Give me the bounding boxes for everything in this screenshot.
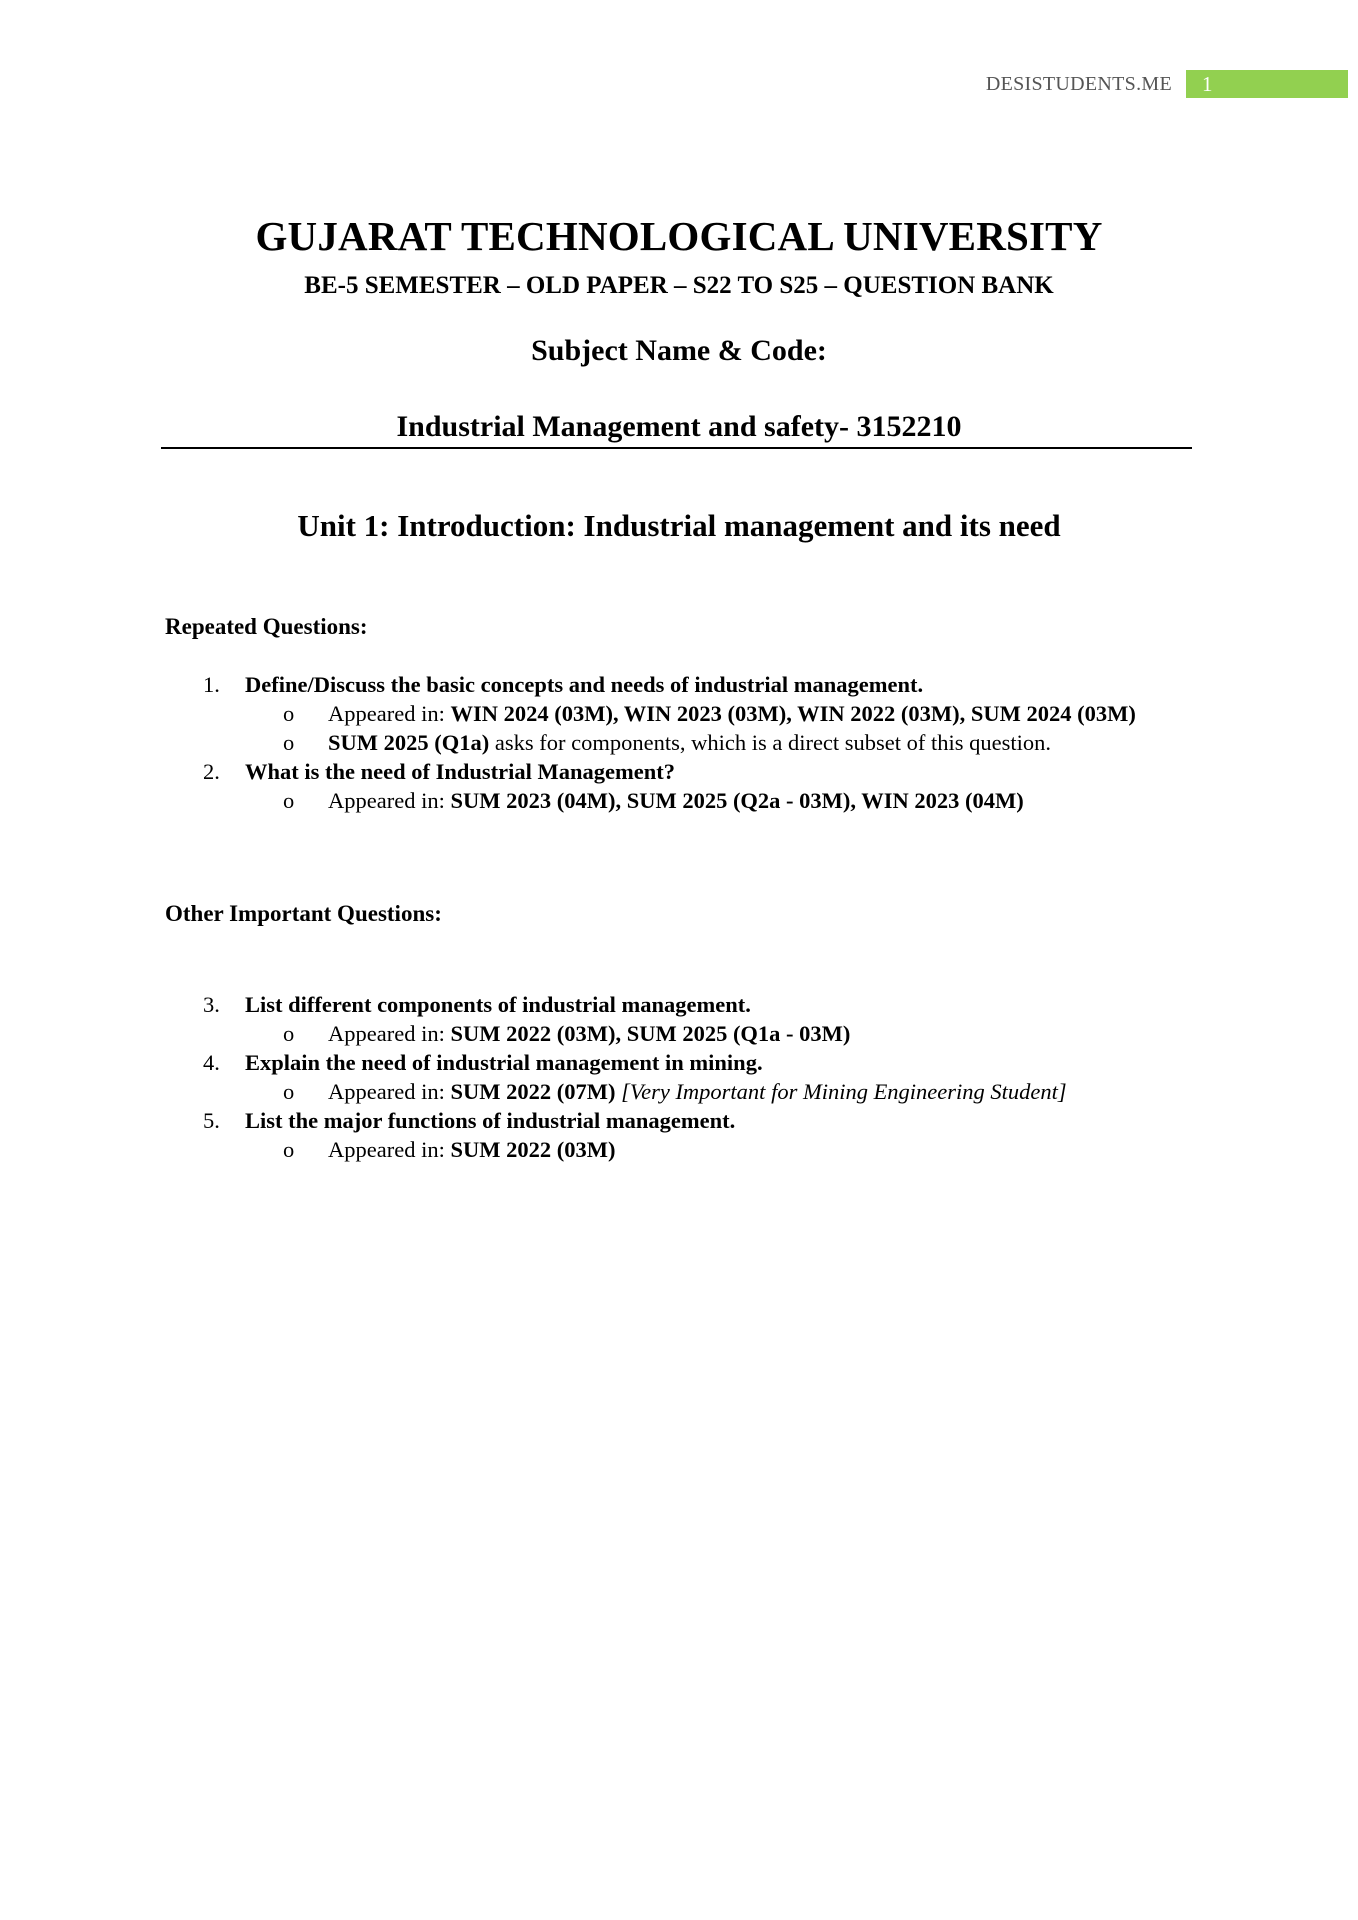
page-header [986,70,1358,98]
exam-sessions: SUM 2023 (04M), SUM 2025 (Q2a - 03M), WIN 2023 (04M) [450,788,1024,813]
question-number: 3. [203,992,220,1017]
question-item [165,1106,1205,1135]
question-number: 4. [203,1050,220,1075]
appearance-item [165,1077,1205,1106]
appearance-item [165,786,1205,815]
document-subtitle: BE-5 SEMESTER – OLD PAPER – S22 TO S25 – QUESTION BANK [304,272,1054,299]
appeared-label: Appeared in: [328,1137,445,1162]
bullet-icon: o [283,1137,295,1162]
question-text: What is the need of Industrial Management? [245,759,676,784]
section-heading-other: Other Important Questions: [165,901,442,926]
appeared-label: Appeared in: [328,1079,445,1104]
appeared-label: Appeared in: [328,788,445,813]
exam-sessions: WIN 2024 (03M), WIN 2023 (03M), WIN 2022 (03M), SUM 2024 (03M) [450,701,1136,726]
appearance-item [165,728,1205,757]
question-number: 2. [203,759,220,784]
exam-sessions: SUM 2022 (03M), SUM 2025 (Q1a - 03M) [450,1021,851,1046]
bullet-icon: o [283,701,295,726]
appearance-item [165,1135,1205,1164]
question-item [165,990,1205,1019]
question-item [165,670,1205,699]
exam-sessions: SUM 2025 (Q1a) [328,730,490,755]
question-item [165,1048,1205,1077]
document-title: GUJARAT TECHNOLOGICAL UNIVERSITY [255,213,1103,259]
appeared-label: Appeared in: [328,701,445,726]
bullet-icon: o [283,1021,295,1046]
section-heading-repeated: Repeated Questions: [165,614,368,639]
unit-title: Unit 1: Introduction: Industrial management and its need [297,508,1061,543]
exam-sessions: SUM 2022 (07M) [450,1079,616,1104]
appearance-item [165,1019,1205,1048]
subject-name: Industrial Management and safety- 3152210 [396,410,962,443]
appearance-item [165,699,1205,728]
title-rule [161,447,1192,449]
appeared-label: Appeared in: [328,1021,445,1046]
bullet-icon: o [283,1079,295,1104]
exam-sessions: SUM 2022 (03M) [450,1137,616,1162]
question-number: 5. [203,1108,220,1133]
bullet-icon: o [283,730,295,755]
question-number: 1. [203,672,220,697]
question-text: List different components of industrial management. [245,992,751,1017]
bullet-icon: o [283,788,295,813]
question-item [165,757,1205,786]
question-list-other [165,990,1205,1164]
question-text: Explain the need of industrial management in mining. [245,1050,763,1075]
importance-note: [Very Important for Mining Engineering Student] [621,1079,1067,1104]
page-number-badge: 1 [1186,70,1348,98]
question-list-repeated [165,670,1205,815]
question-text: List the major functions of industrial management. [245,1108,736,1133]
subject-label: Subject Name & Code: [531,334,827,367]
note-text: asks for components, which is a direct subset of this question. [489,730,1052,755]
site-name: DESISTUDENTS.ME [985,72,1172,95]
question-text: Define/Discuss the basic concepts and needs of industrial management. [245,672,924,697]
